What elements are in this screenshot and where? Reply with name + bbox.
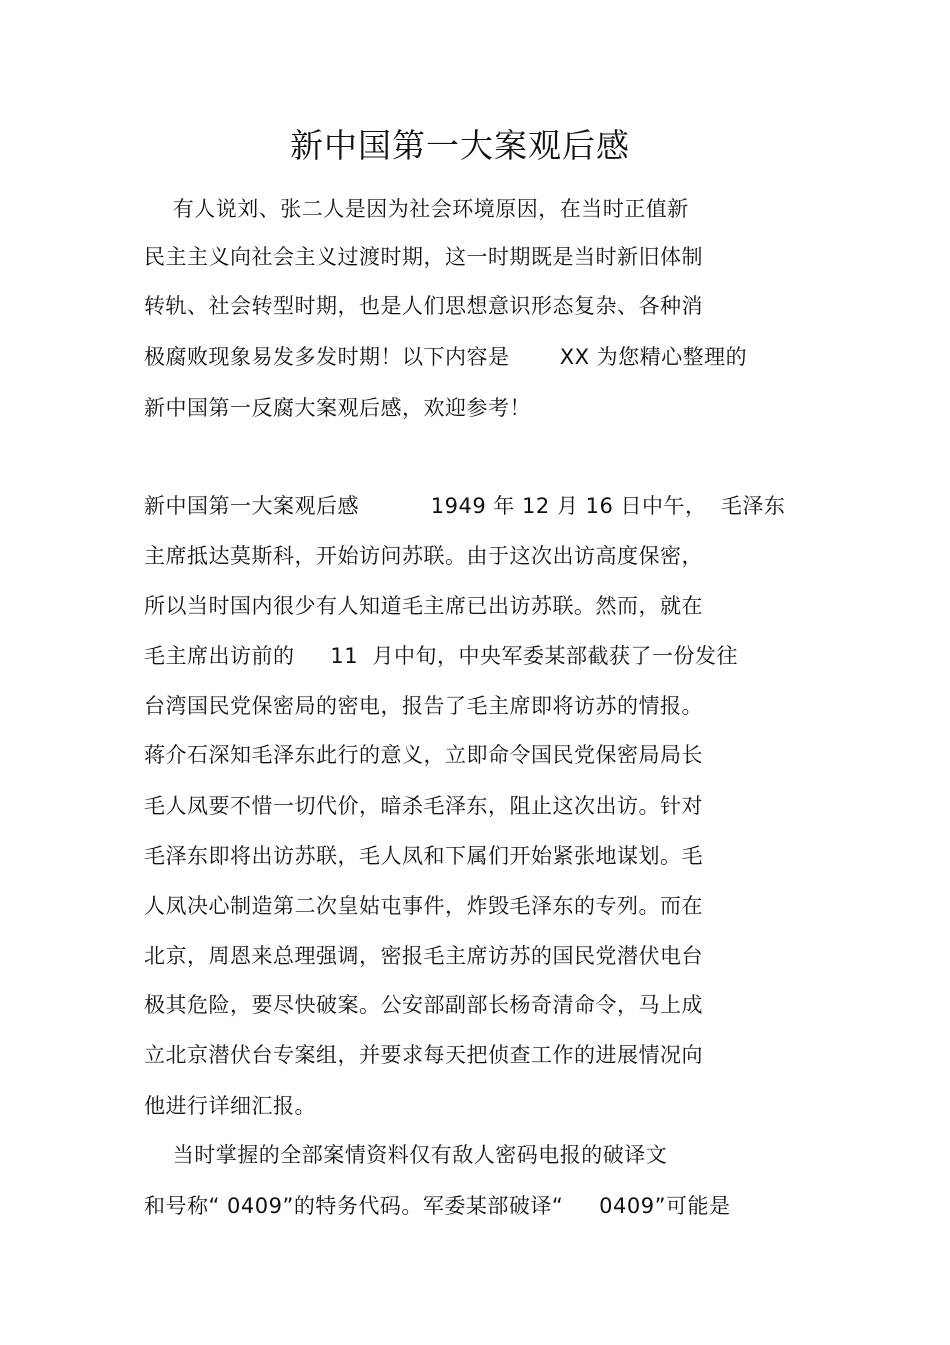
paragraph-line: 台湾国民党保密局的密电，报告了毛主席即将访苏的情报。 (144, 694, 703, 718)
paragraph-line: 毛人凤要不惜一切代价，暗杀毛泽东，阻止这次出访。针对 (144, 794, 703, 818)
paragraph-line: 北京，周恩来总理强调，密报毛主席访苏的国民党潜伏电台 (144, 944, 703, 968)
paragraph-line: 毛主席出访前的 11 月中旬，中央军委某部截获了一份发往 (144, 644, 738, 668)
paragraph-line: 极其危险，要尽快破案。公安部副部长杨奇清命令，马上成 (144, 993, 703, 1017)
paragraph-line: 蒋介石深知毛泽东此行的意义，立即命令国民党保密局局长 (144, 743, 703, 767)
paragraph-line: 主席抵达莫斯科，开始访问苏联。由于这次出访高度保密， (144, 544, 703, 568)
paragraph-line: 新中国第一反腐大案观后感，欢迎参考！ (144, 396, 531, 420)
paragraph-line: 当时掌握的全部案情资料仅有敌人密码电报的破译文 (144, 1143, 668, 1167)
paragraph-line: 有人说刘、张二人是因为社会环境原因，在当时正值新 (144, 197, 689, 221)
paragraph-line: 他进行详细汇报。 (144, 1094, 316, 1118)
paragraph-line: 新中国第一大案观后感 1949 年 12 月 16 日中午， 毛泽东 (144, 494, 786, 518)
document-title: 新中国第一大案观后感 (290, 126, 630, 165)
paragraph-line: 立北京潜伏台专案组，并要求每天把侦查工作的进展情况向 (144, 1043, 703, 1067)
paragraph-line: 所以当时国内很少有人知道毛主席已出访苏联。然而，就在 (144, 594, 703, 618)
paragraph-line: 和号称“ 0409”的特务代码。军委某部破译“ 0409”可能是 (144, 1194, 731, 1218)
paragraph-line: 极腐败现象易发多发时期！以下内容是 XX 为您精心整理的 (144, 345, 748, 369)
paragraph-line: 毛泽东即将出访苏联，毛人凤和下属们开始紧张地谋划。毛 (144, 844, 703, 868)
paragraph-line: 人凤决心制造第二次皇姑屯事件，炸毁毛泽东的专列。而在 (144, 894, 703, 918)
paragraph-line: 转轨、社会转型时期，也是人们思想意识形态复杂、各种消 (144, 294, 703, 318)
paragraph-line: 民主主义向社会主义过渡时期，这一时期既是当时新旧体制 (144, 245, 703, 269)
